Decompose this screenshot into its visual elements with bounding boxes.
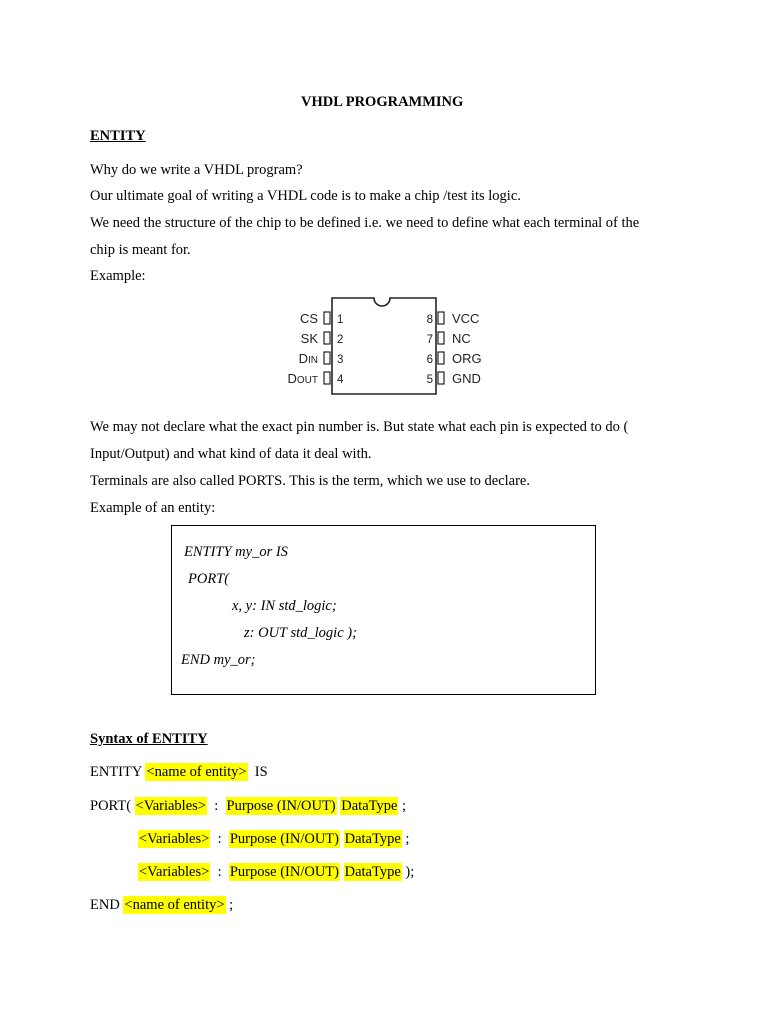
colon: :: [217, 831, 222, 847]
placeholder-datatype: DataType: [344, 864, 401, 880]
intro-line: Our ultimate goal of writing a VHDL code is to make a chip /test its logic.: [90, 188, 521, 204]
placeholder-variables: <Variables>: [139, 831, 210, 847]
pin-box: [324, 352, 330, 364]
placeholder-purpose: Purpose (IN/OUT): [226, 798, 336, 814]
pin-label-vcc: VCC: [452, 311, 480, 326]
pin-number: 4: [337, 374, 344, 386]
colon: :: [214, 798, 219, 814]
chip-body: [332, 298, 436, 394]
pin-number: 7: [426, 334, 433, 346]
code-line: x, y: IN std_logic;: [232, 598, 337, 614]
pin-label-cs: CS: [299, 311, 318, 326]
syntax-entity-line: [90, 765, 268, 780]
body-line: Example of an entity:: [90, 500, 216, 516]
pin-box: [438, 372, 444, 384]
pin-box: [324, 372, 330, 384]
pin-number: 2: [337, 334, 344, 346]
code-line: PORT(: [188, 571, 230, 587]
page-title: VHDL PROGRAMMING: [301, 94, 464, 110]
chip-diagram: [270, 294, 500, 398]
keyword-is: IS: [254, 764, 268, 780]
code-line: END my_or;: [181, 652, 256, 668]
intro-line: We need the structure of the chip to be defined i.e. we need to define what each terminal of the: [90, 215, 640, 231]
semicolon: ;: [229, 897, 234, 913]
syntax-heading: Syntax of ENTITY: [90, 731, 208, 747]
placeholder-variables: <Variables>: [135, 798, 206, 814]
pin-label-din: DIN: [298, 351, 318, 366]
pin-box: [438, 332, 444, 344]
pin-label-dout: DOUT: [287, 371, 318, 386]
pin-box: [438, 312, 444, 324]
semicolon: ;: [405, 831, 410, 847]
placeholder-name-of-entity: <name of entity>: [146, 764, 247, 780]
pin-label-org: ORG: [452, 351, 482, 366]
semicolon: ;: [402, 798, 407, 814]
keyword-end: END: [90, 897, 120, 913]
syntax-end-line: [90, 898, 233, 913]
placeholder-purpose: Purpose (IN/OUT): [229, 831, 339, 847]
entity-heading: ENTITY: [90, 128, 146, 144]
body-line: Terminals are also called PORTS. This is the term, which we use to declare.: [90, 473, 530, 489]
pin-box: [438, 352, 444, 364]
pin-number: 6: [426, 354, 433, 366]
pin-label-gnd: GND: [452, 371, 481, 386]
pin-label-nc: NC: [452, 331, 471, 346]
placeholder-purpose: Purpose (IN/OUT): [229, 864, 339, 880]
pin-box: [324, 312, 330, 324]
pin-number: 3: [337, 354, 344, 366]
placeholder-datatype: DataType: [341, 798, 398, 814]
pin-number: 5: [426, 374, 433, 386]
example-label: Example:: [90, 268, 146, 284]
pin-box: [324, 332, 330, 344]
code-line: ENTITY my_or IS: [184, 544, 288, 560]
intro-line: chip is meant for.: [90, 242, 191, 258]
syntax-port-line: [138, 865, 414, 880]
pin-number: 8: [426, 314, 433, 326]
placeholder-name-of-entity: <name of entity>: [124, 897, 225, 913]
close-paren: );: [405, 864, 415, 880]
pin-number: 1: [337, 314, 344, 326]
colon: :: [217, 864, 222, 880]
syntax-port-line: [90, 799, 406, 814]
body-line: We may not declare what the exact pin number is. But state what each pin is expected to do (: [90, 419, 629, 435]
keyword-port: PORT(: [90, 798, 132, 814]
placeholder-datatype: DataType: [344, 831, 401, 847]
body-line: Input/Output) and what kind of data it deal with.: [90, 446, 372, 462]
intro-line: Why do we write a VHDL program?: [90, 162, 303, 178]
code-line: z: OUT std_logic );: [244, 625, 357, 641]
keyword-entity: ENTITY: [90, 764, 142, 780]
placeholder-variables: <Variables>: [139, 864, 210, 880]
pin-label-sk: SK: [300, 331, 318, 346]
syntax-port-line: [138, 832, 409, 847]
